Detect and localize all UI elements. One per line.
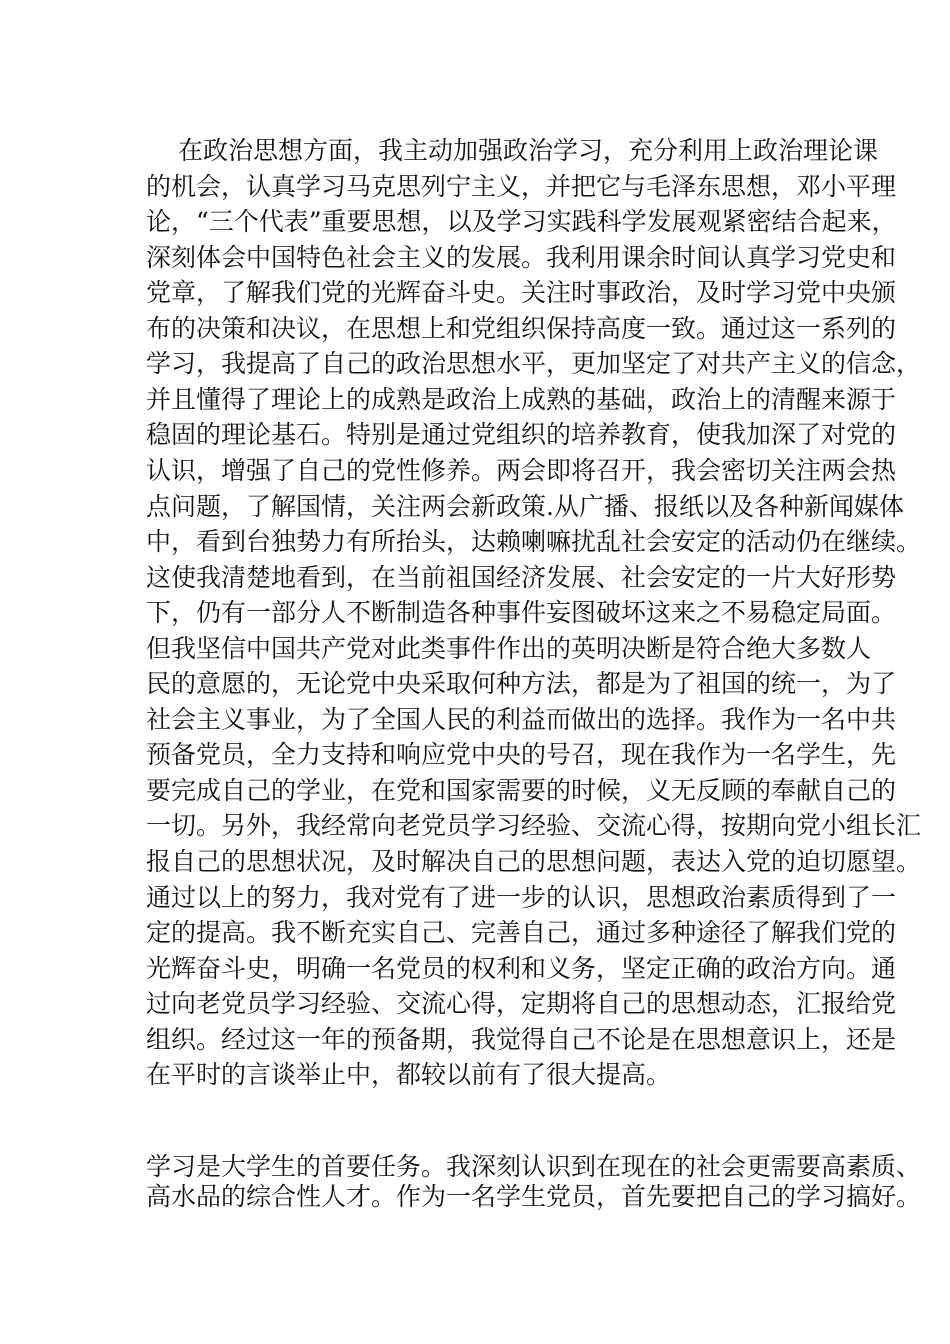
paragraph-1-line: 认识，增强了自己的党性修养。两会即将召开，我会密切关注两会热 xyxy=(146,456,897,485)
paragraph-1-line: 预备党员，全力支持和响应党中央的号召，现在我作为一名学生，先 xyxy=(146,740,897,769)
paragraph-1-line: 定的提高。我不断充实自己、完善自己，通过多种途径了解我们党的 xyxy=(146,918,897,947)
paragraph-2-line: 学习是大学生的首要任务。我深刻认识到在现在的社会更需要高素质、 xyxy=(146,1152,922,1181)
paragraph-1-line: 在平时的言谈举止中，都较以前有了很大提高。 xyxy=(146,1060,672,1089)
paragraph-1-line: 这使我清楚地看到，在当前祖国经济发展、社会安定的一片大好形势 xyxy=(146,563,897,592)
paragraph-1-line: 深刻体会中国特色社会主义的发展。我利用课余时间认真学习党史和 xyxy=(146,243,897,272)
paragraph-1-line: 中，看到台独势力有所抬头，达赖喇嘛扰乱社会安定的活动仍在继续。 xyxy=(146,527,922,556)
paragraph-1-line: 通过以上的努力，我对党有了进一步的认识，思想政治素质得到了一 xyxy=(146,883,897,912)
paragraph-1-line: 的机会，认真学习马克思列宁主义，并把它与毛泽东思想，邓小平理 xyxy=(146,172,897,201)
paragraph-1-line: 过向老党员学习经验、交流心得，定期将自己的思想动态，汇报给党 xyxy=(146,989,897,1018)
paragraph-1-line: 论，“三个代表”重要思想，以及学习实践科学发展观紧密结合起来， xyxy=(146,207,897,236)
paragraph-1-line: 党章，了解我们党的光辉奋斗史。关注时事政治，及时学习党中央颁 xyxy=(146,278,897,307)
paragraph-1-line: 民的意愿的，无论党中央采取何种方法，都是为了祖国的统一，为了 xyxy=(146,669,897,698)
paragraph-1-line: 一切。另外，我经常向老党员学习经验、交流心得，按期向党小组长汇 xyxy=(146,811,922,840)
paragraph-1-line: 但我坚信中国共产党对此类事件作出的英明决断是符合绝大多数人 xyxy=(146,634,872,663)
paragraph-1-line: 下，仍有一部分人不断制造各种事件妄图破坏这来之不易稳定局面。 xyxy=(146,598,897,627)
paragraph-1-line: 要完成自己的学业，在党和国家需要的时候，义无反顾的奉献自己的 xyxy=(146,776,897,805)
paragraph-2-line: 高水品的综合性人才。作为一名学生党员，首先要把自己的学习搞好。 xyxy=(146,1182,922,1211)
paragraph-1-line: 在政治思想方面，我主动加强政治学习，充分利用上政治理论课 xyxy=(178,136,879,165)
paragraph-1-line: 点问题，了解国情，关注两会新政策.从广播、报纸以及各种新闻媒体 xyxy=(146,492,904,521)
paragraph-1-line: 布的决策和决议，在思想上和党组织保持高度一致。通过这一系列的 xyxy=(146,314,897,343)
paragraph-1-line: 稳固的理论基石。特别是通过党组织的培养教育，使我加深了对党的 xyxy=(146,420,897,449)
paragraph-1-line: 报自己的思想状况，及时解决自己的思想问题，表达入党的迫切愿望。 xyxy=(146,847,922,876)
paragraph-1-line: 学习，我提高了自己的政治思想水平，更加坚定了对共产主义的信念， xyxy=(146,349,922,378)
paragraph-1-line: 组织。经过这一年的预备期，我觉得自己不论是在思想意识上，还是 xyxy=(146,1025,897,1054)
paragraph-1-line: 光辉奋斗史，明确一名党员的权利和义务，坚定正确的政治方向。通 xyxy=(146,954,897,983)
paragraph-1-line: 社会主义事业，为了全国人民的利益而做出的选择。我作为一名中共 xyxy=(146,705,897,734)
paragraph-1-line: 并且懂得了理论上的成熟是政治上成熟的基础，政治上的清醒来源于 xyxy=(146,385,897,414)
